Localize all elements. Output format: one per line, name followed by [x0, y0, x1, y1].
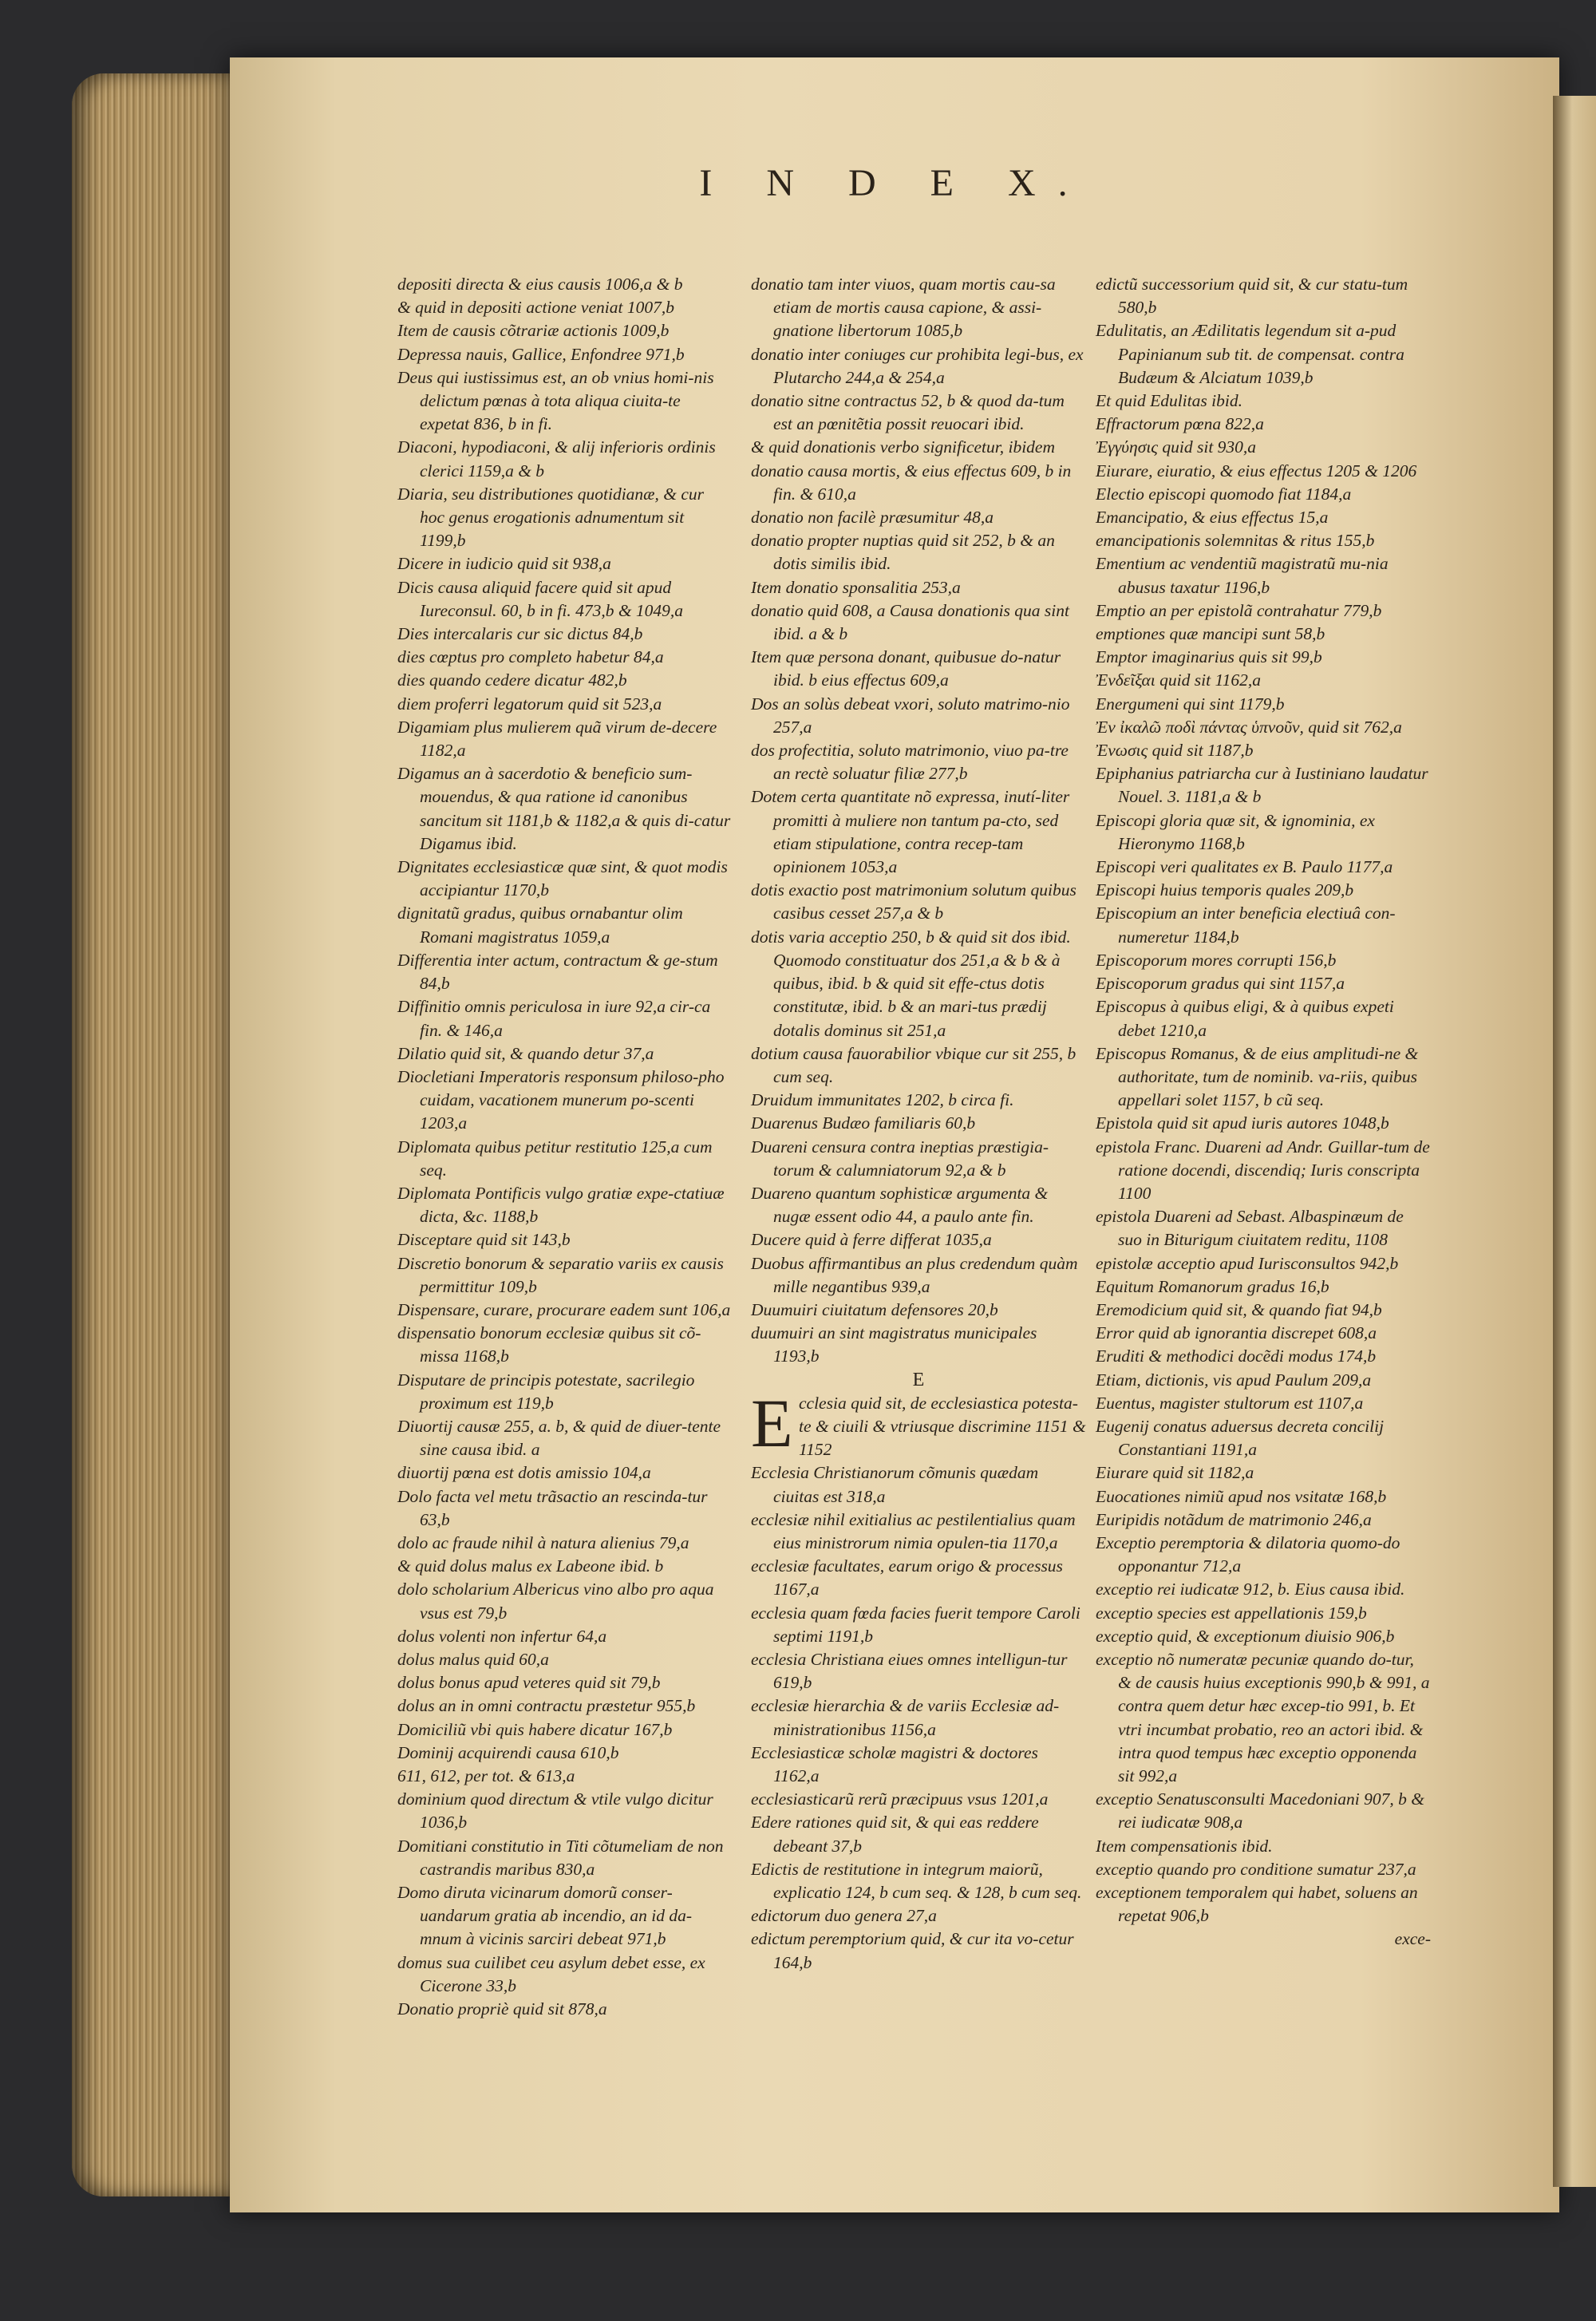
- index-entry: Diplomata quibus petitur restitutio 125,a cum seq.: [397, 1137, 713, 1180]
- column-2-d-entries: [751, 273, 1086, 1369]
- index-entry: Dominij acquirendi causa 610,b: [397, 1742, 619, 1762]
- index-entry: exceptio species est appellationis 159,b: [1096, 1603, 1367, 1623]
- index-entry: donatio propter nuptias quid sit 252, b & an dotis similis ibid.: [751, 531, 1055, 574]
- index-entry-text: cclesia quid sit, de ecclesiastica potesta-te & ciuili & vtriusque discrimine 1151 & 1152: [799, 1393, 1086, 1460]
- index-entry: epistola Franc. Duareni ad Andr. Guillar-tum de ratione docendi, discendiq; Iuris conscripta 1100: [1096, 1137, 1430, 1203]
- index-entry: Eiurare quid sit 1182,a: [1096, 1463, 1254, 1483]
- index-entry: emptiones quæ mancipi sunt 58,b: [1096, 624, 1325, 644]
- index-entry: edictũ successorium quid sit, & cur statu-tum 580,b: [1096, 275, 1408, 318]
- index-entry: Effractorum pœna 822,a: [1096, 414, 1264, 434]
- index-entry: [751, 1384, 1086, 1462]
- index-entry: Digamus an à sacerdotio & beneficio sum-mouendus, & qua ratione id canonibus sancitum sit 1181,b & 1182,a & quis di-catur Digamus ibid.: [397, 764, 731, 853]
- index-entry: dolus volenti non infertur 64,a: [397, 1626, 607, 1646]
- index-entry: Dicere in iudicio quid sit 938,a: [397, 554, 611, 574]
- index-entry: depositi directa & eius causis 1006,a & b: [397, 275, 683, 294]
- index-entry: Ecclesiasticæ scholæ magistri & doctores 1162,a: [751, 1742, 1038, 1785]
- catchword: exce-: [1394, 1929, 1431, 1949]
- index-entry: Error quid ab ignorantia discrepet 608,a: [1096, 1323, 1377, 1343]
- section-letter-e: E: [912, 1369, 925, 1390]
- dropcap-e: E: [751, 1384, 793, 1461]
- index-entry: Ducere quid à ferre differat 1035,a: [751, 1230, 992, 1250]
- index-entry: ecclesia Christiana eiues omnes intelligun-tur 619,b: [751, 1649, 1068, 1693]
- index-entry: Euripidis notãdum de matrimonio 246,a: [1096, 1509, 1372, 1529]
- index-entry: dolus malus quid 60,a: [397, 1649, 549, 1669]
- index-entry: Depressa nauis, Gallice, Enfondree 971,b: [397, 344, 685, 364]
- index-entry: Ementium ac vendentiũ magistratũ mu-nia abusus taxatur 1196,b: [1096, 554, 1389, 597]
- index-entry: Duobus affirmantibus an plus credendum quàm mille negantibus 939,a: [751, 1253, 1078, 1296]
- index-entry: Ἐν ἰκαλῶ ποδὶ πάντας ὑπνοῦν, quid sit 762,a: [1096, 717, 1402, 737]
- index-entry: ecclesiæ facultates, earum origo & processus 1167,a: [751, 1556, 1063, 1599]
- index-entry: Duumuiri ciuitatum defensores 20,b: [751, 1299, 998, 1319]
- index-entry: dominium quod directum & vtile vulgo dicitur 1036,b: [397, 1789, 713, 1833]
- index-entry: Diuortij causæ 255, a. b, & quid de diuer-tente sine causa ibid. a: [397, 1416, 721, 1460]
- index-entry: Ἐγγύησις quid sit 930,a: [1096, 437, 1257, 457]
- index-entry: exceptio Senatusconsulti Macedoniani 907, b & rei iudicatæ 908,a: [1096, 1789, 1424, 1833]
- index-entry: diuortij pœna est dotis amissio 104,a: [397, 1463, 651, 1483]
- index-entry: Diffinitio omnis periculosa in iure 92,a cir-ca fin. & 146,a: [397, 997, 711, 1040]
- index-entry: Diplomata Pontificis vulgo gratiæ expe-ctatiuæ dicta, &c. 1188,b: [397, 1183, 725, 1227]
- index-entry: Digamiam plus mulierem quã virum de-decere 1182,a: [397, 717, 717, 761]
- index-entry: dotium causa fauorabilior vbique cur sit 255, b cum seq.: [751, 1043, 1077, 1086]
- column-3-entries: [1096, 273, 1431, 1928]
- index-entry: dignitatũ gradus, quibus ornabantur olim Romani magistratus 1059,a: [397, 903, 683, 947]
- index-entry: donatio sitne contractus 52, b & quod da-tum est an pœnitẽtia possit reuocari ibid.: [751, 391, 1065, 434]
- index-entry: dolus an in omni contractu præstetur 955,b: [397, 1696, 696, 1716]
- index-entry: dos profectitia, soluto matrimonio, viuo pa-tre an rectè soluatur filiæ 277,b: [751, 741, 1069, 784]
- index-entry: Item compensationis ibid.: [1096, 1836, 1273, 1856]
- index-entry: Ἐνωσις quid sit 1187,b: [1096, 741, 1254, 761]
- index-entry: dolo scholarium Albericus vino albo pro aqua vsus est 79,b: [397, 1580, 714, 1623]
- index-entry: dotis varia acceptio 250, b & quid sit dos ibid. Quomodo constituatur dos 251,a & b & à quibus, ibid. b & quid sit effe-ctus dotis constitutæ, ibid. b & an mari-tus prædij dotalis dominus sit 251,a: [751, 927, 1071, 1040]
- index-entry: Duareno quantum sophisticæ argumenta & nugæ essent odio 44, a paulo ante fin.: [751, 1183, 1049, 1227]
- index-entry: Eugenij conatus aduersus decreta concilij Constantiani 1191,a: [1096, 1416, 1385, 1460]
- index-entry: Energumeni qui sint 1179,b: [1096, 694, 1285, 714]
- index-column-1: [397, 273, 733, 2021]
- index-entry: Euentus, magister stultorum est 1107,a: [1096, 1393, 1364, 1413]
- index-entry: epistolæ acceptio apud Iurisconsultos 942,b: [1096, 1253, 1399, 1273]
- index-entry: Dispensare, curare, procurare eadem sunt 106,a: [397, 1299, 731, 1319]
- book-page-edge: [72, 73, 255, 2196]
- index-entry: ecclesiæ nihil exitialius ac pestilentialius quam eius ministrorum nimia opulen-tia 1170,a: [751, 1509, 1076, 1552]
- index-entry: dolo ac fraude nihil à natura alienius 79,a: [397, 1532, 689, 1552]
- index-entry: ecclesia quam fœda facies fuerit tempore Caroli septimi 1191,b: [751, 1603, 1080, 1646]
- index-entry: dies cœptus pro completo habetur 84,a: [397, 647, 664, 667]
- index-entry: Druidum immunitates 1202, b circa fi.: [751, 1090, 1014, 1110]
- index-entry: exceptio quid, & exceptionum diuisio 906,b: [1096, 1626, 1395, 1646]
- index-entry: Dos an solùs debeat vxori, soluto matrimo-nio 257,a: [751, 694, 1070, 737]
- index-entry: exceptio rei iudicatæ 912, b. Eius causa ibid.: [1096, 1580, 1405, 1599]
- index-entry: Emptio an per epistolã contrahatur 779,b: [1096, 600, 1382, 620]
- index-entry: Episcopus à quibus eligi, & à quibus expeti debet 1210,a: [1096, 997, 1394, 1040]
- index-entry: Ecclesia Christianorum cõmunis quædam ciuitas est 318,a: [751, 1463, 1039, 1506]
- index-entry: donatio causa mortis, & eius effectus 609, b in fin. & 610,a: [751, 461, 1072, 504]
- index-entry: 611, 612, per tot. & 613,a: [397, 1766, 575, 1785]
- index-entry: Dilatio quid sit, & quando detur 37,a: [397, 1043, 654, 1063]
- index-entry: Deus qui iustissimus est, an ob vnius homi-nis delictum pœnas à tota aliqua ciuita-te expetat 836, b in fi.: [397, 367, 714, 434]
- index-entry: Episcoporum mores corrupti 156,b: [1096, 950, 1337, 970]
- index-entry: donatio quid 608, a Causa donationis qua sint ibid. a & b: [751, 600, 1069, 644]
- index-entry: & quid dolus malus ex Labeone ibid. b: [397, 1556, 664, 1576]
- index-entry: duumuiri an sint magistratus municipales 1193,b: [751, 1323, 1037, 1366]
- column-2-e-entries-rest: [751, 1461, 1086, 1974]
- index-entry: edictum peremptorium quid, & cur ita vo-cetur 164,b: [751, 1929, 1074, 1972]
- index-entry: donatio inter coniuges cur prohibita legi-bus, ex Plutarcho 244,a & 254,a: [751, 344, 1084, 387]
- index-entry: Donatio propriè quid sit 878,a: [397, 1999, 607, 2019]
- index-entry: Dotem certa quantitate nõ expressa, inutí-liter promitti à muliere non tantum pa-cto, sed etiam stipulatione, contra recep-tam opinionem 1053,a: [751, 787, 1070, 877]
- index-entry: Domiciliũ vbi quis habere dicatur 167,b: [397, 1719, 673, 1739]
- index-entry: Etiam, dictionis, vis apud Paulum 209,a: [1096, 1370, 1372, 1390]
- index-entry: Emptor imaginarius quis sit 99,b: [1096, 647, 1322, 667]
- index-entry: Episcopus Romanus, & de eius amplitudi-ne & authoritate, tum de nominib. va-riis, quibus appellari solet 1157, b cũ seq.: [1096, 1043, 1419, 1110]
- index-entry: diem proferri legatorum quid sit 523,a: [397, 694, 662, 714]
- index-entry: Eruditi & methodici docẽdi modus 174,b: [1096, 1346, 1377, 1366]
- index-entry: Equitum Romanorum gradus 16,b: [1096, 1276, 1329, 1296]
- index-entry: exceptionem temporalem qui habet, soluens an repetat 906,b: [1096, 1883, 1418, 1926]
- index-entry: Eremodicium quid sit, & quando fiat 94,b: [1096, 1299, 1382, 1319]
- index-entry: Item de causis cõtrariæ actionis 1009,b: [397, 321, 670, 341]
- index-entry: dolus bonus apud veteres quid sit 79,b: [397, 1673, 661, 1693]
- book-page: [230, 57, 1559, 2212]
- facing-page-edge: [1553, 96, 1596, 2187]
- index-entry: Disputare de principis potestate, sacrilegio proximum est 119,b: [397, 1370, 695, 1413]
- index-entry: Episcopi veri qualitates ex B. Paulo 1177,a: [1096, 857, 1393, 877]
- index-entry: Emancipatio, & eius effectus 15,a: [1096, 508, 1329, 528]
- column-2-e-entries: [751, 1384, 1086, 1975]
- index-entry: exceptio nõ numeratæ pecuniæ quando do-tur, & de causis huius exceptionis 990,b & 991, a contra quem detur hæc excep-tio 991, b. Et vtri incumbat probatio, reo an actori ibid. & intra quod tempus hæc exceptio opponenda sit 992,a: [1096, 1649, 1430, 1785]
- index-entry: Dignitates ecclesiasticæ quæ sint, & quot modis accipiantur 1170,b: [397, 857, 728, 900]
- index-entry: & quid donationis verbo significetur, ibidem: [751, 437, 1056, 457]
- index-entry: Diocletiani Imperatoris responsum philoso-pho cuidam, vacationem munerum po-scenti 1203,a: [397, 1066, 725, 1133]
- index-entry: Dolo facta vel metu trãsactio an rescinda-tur 63,b: [397, 1486, 708, 1529]
- index-entry: exceptio quando pro conditione sumatur 237,a: [1096, 1859, 1416, 1879]
- index-entry: edictorum duo genera 27,a: [751, 1906, 937, 1926]
- index-entry: Disceptare quid sit 143,b: [397, 1230, 571, 1250]
- index-entry: Episcoporum gradus qui sint 1157,a: [1096, 974, 1345, 994]
- index-entry: Differentia inter actum, contractum & ge-stum 84,b: [397, 950, 718, 994]
- index-entry: emancipationis solemnitas & ritus 155,b: [1096, 531, 1375, 551]
- index-entry: Eiurare, eiuratio, & eius effectus 1205 & 1206: [1096, 461, 1417, 480]
- index-column-3: [1096, 273, 1431, 1951]
- index-entry: Domo diruta vicinarum domorũ conser-uandarum gratia ab incendio, an id da-mnum à vicinis sarciri debeat 971,b: [397, 1883, 692, 1949]
- index-entry: Domitiani constitutio in Titi cõtumeliam de non castrandis maribus 830,a: [397, 1836, 724, 1879]
- index-entry: Dies intercalaris cur sic dictus 84,b: [397, 624, 643, 644]
- index-entry: Ἐνδεῖξαι quid sit 1162,a: [1096, 670, 1261, 690]
- index-entry: Item quæ persona donant, quibusue do-natur ibid. b eius effectus 609,a: [751, 647, 1061, 690]
- index-entry: Exceptio peremptoria & dilatoria quomo-do opponantur 712,a: [1096, 1532, 1400, 1576]
- index-entry: Edere rationes quid sit, & qui eas reddere debeant 37,b: [751, 1813, 1039, 1856]
- index-column-2: [751, 273, 1086, 1975]
- index-entry: ecclesiæ hierarchia & de variis Ecclesiæ ad-ministrationibus 1156,a: [751, 1696, 1060, 1739]
- index-entry: dispensatio bonorum ecclesiæ quibus sit cõ-missa 1168,b: [397, 1323, 701, 1366]
- index-entry: Duareni censura contra ineptias præstigia-torum & calumniatorum 92,a & b: [751, 1137, 1049, 1180]
- index-entry: Euocationes nimiũ apud nos vsitatæ 168,b: [1096, 1486, 1387, 1506]
- index-entry: domus sua cuilibet ceu asylum debet esse, ex Cicerone 33,b: [397, 1952, 705, 1995]
- index-entry: Epiphanius patriarcha cur à Iustiniano laudatur Nouel. 3. 1181,a & b: [1096, 764, 1428, 807]
- index-entry: Diaconi, hypodiaconi, & alij inferioris ordinis clerici 1159,a & b: [397, 437, 716, 480]
- index-entry: donatio tam inter viuos, quam mortis cau-sa etiam de mortis causa capione, & assi-gnatione libertorum 1085,b: [751, 275, 1056, 341]
- index-entry: & quid in depositi actione veniat 1007,b: [397, 298, 674, 318]
- index-entry: Discretio bonorum & separatio variis ex causis permittitur 109,b: [397, 1253, 724, 1296]
- index-entry: Electio episcopi quomodo fiat 1184,a: [1096, 484, 1352, 504]
- index-entry: Et quid Edulitas ibid.: [1096, 391, 1242, 411]
- index-entry: Duarenus Budæo familiaris 60,b: [751, 1113, 976, 1133]
- index-entry: Item donatio sponsalitia 253,a: [751, 577, 961, 597]
- index-entry: donatio non facilè præsumitur 48,a: [751, 508, 994, 528]
- index-entry: dotis exactio post matrimonium solutum quibus casibus cesset 257,a & b: [751, 880, 1077, 923]
- index-entry: Diaria, seu distributiones quotidianæ, & cur hoc genus erogationis adnumentum sit 1199,b: [397, 484, 705, 551]
- index-entry: dies quando cedere dicatur 482,b: [397, 670, 627, 690]
- index-entry: Edulitatis, an Ædilitatis legendum sit a-pud Papinianum sub tit. de compensat. contra Budæum & Alciatum 1039,b: [1096, 321, 1404, 387]
- index-entry: Epistola quid sit apud iuris autores 1048,b: [1096, 1113, 1389, 1133]
- index-entry: ecclesiasticarũ rerũ præcipuus vsus 1201,a: [751, 1789, 1049, 1809]
- index-entry: Episcopium an inter beneficia electiuâ con-numeretur 1184,b: [1096, 903, 1396, 947]
- page-header: I N D E X.: [699, 162, 1090, 204]
- index-entry: Edictis de restitutione in integrum maiorũ, explicatio 124, b cum seq. & 128, b cum seq.: [751, 1859, 1082, 1903]
- index-entry: Episcopi gloria quæ sit, & ignominia, ex Hieronymo 1168,b: [1096, 810, 1375, 853]
- index-entry: Episcopi huius temporis quales 209,b: [1096, 880, 1354, 900]
- index-entry: Dicis causa aliquid facere quid sit apud Iureconsul. 60, b in fi. 473,b & 1049,a: [397, 577, 684, 620]
- index-entry: epistola Duareni ad Sebast. Albaspinæum de suo in Biturigum ciuitatem reditu, 1108: [1096, 1207, 1404, 1250]
